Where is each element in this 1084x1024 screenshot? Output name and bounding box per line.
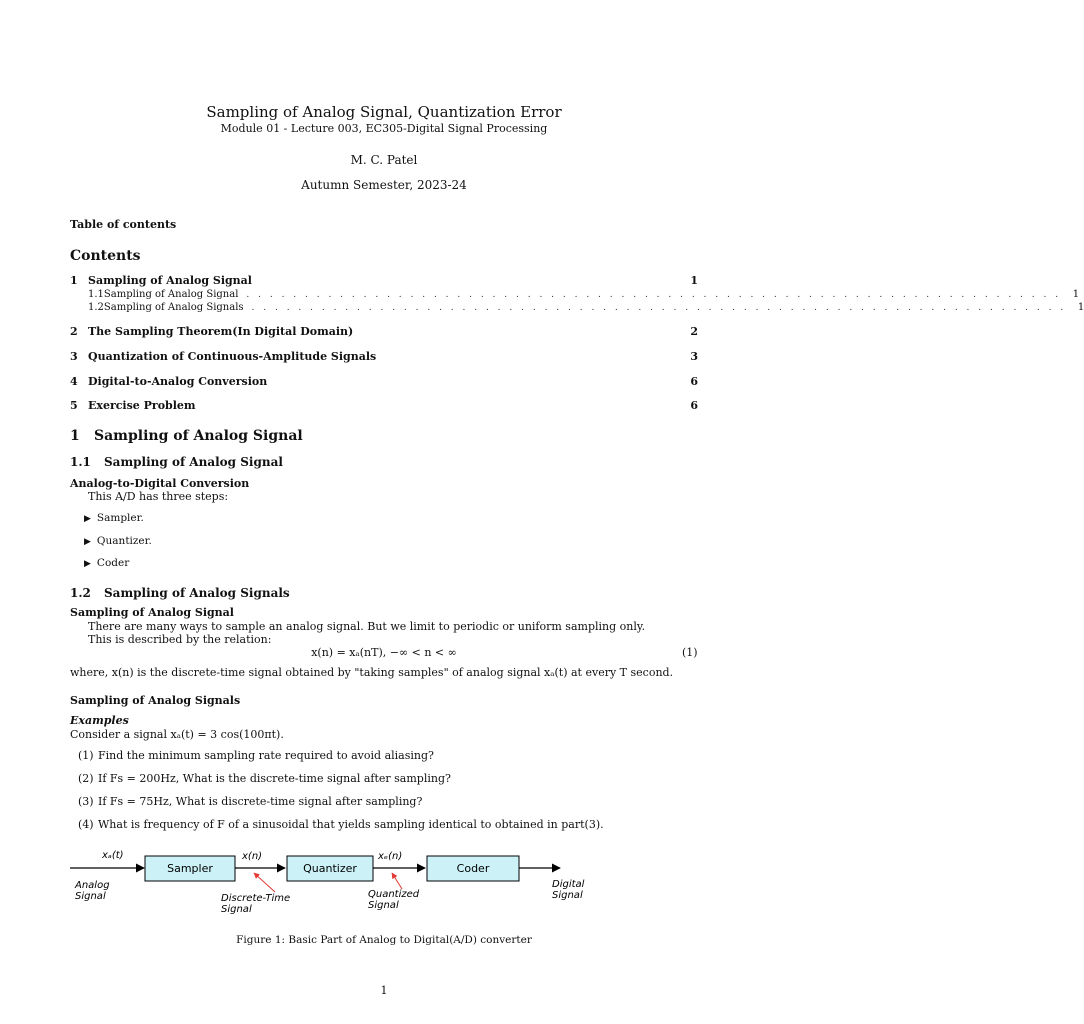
toc-entry-number: 1.1 bbox=[88, 289, 104, 300]
input-signal-label: xₐ(t) bbox=[102, 850, 124, 861]
sampling-line-2: This is described by the relation: bbox=[88, 633, 272, 646]
subsection-1-2-heading bbox=[70, 586, 290, 600]
toc-label: Table of contents bbox=[70, 218, 177, 231]
sampling-line-1: There are many ways to sample an analog signal. But we limit to periodic or uniform sampling only. bbox=[88, 620, 646, 633]
bullet-triangle-icon: ▶ bbox=[84, 514, 91, 524]
examples-label: Examples bbox=[70, 714, 129, 727]
subsection-number: 1.1 bbox=[70, 455, 91, 469]
xq-label: xₑ(n) bbox=[378, 851, 403, 862]
analog-signal-label-1: Analog bbox=[75, 880, 110, 891]
quantized-signal-label-1: Quantized bbox=[368, 889, 420, 900]
toc-entry-title: Exercise Problem bbox=[88, 399, 196, 412]
toc-entry-2[interactable] bbox=[70, 325, 698, 338]
toc-entry-title: Sampling of Analog Signal bbox=[103, 289, 239, 300]
toc-entry-title: Sampling of Analog Signal bbox=[88, 274, 252, 287]
toc-entry-title: Digital-to-Analog Conversion bbox=[88, 375, 268, 388]
digital-signal-label-1: Digital bbox=[552, 879, 585, 890]
toc-entry-title: Sampling of Analog Signals bbox=[103, 302, 244, 313]
author-name: M. C. Patel bbox=[350, 153, 418, 167]
paper-subtitle: Module 01 - Lecture 003, EC305-Digital Signal Processing bbox=[220, 122, 548, 135]
example-item-1: (1) Find the minimum sampling rate required to avoid aliasing? bbox=[78, 749, 434, 762]
contents-heading: Contents bbox=[70, 248, 141, 264]
quantized-signal-pointer bbox=[392, 873, 402, 889]
paper-title: Sampling of Analog Signal, Quantization Error bbox=[206, 103, 562, 121]
coder-label: Coder bbox=[456, 862, 490, 875]
example-item-2: (2) If Fs = 200Hz, What is the discrete-time signal after sampling? bbox=[78, 772, 451, 785]
block-title-sampling: Sampling of Analog Signal bbox=[70, 606, 234, 619]
toc-entry-page: 1 bbox=[1077, 302, 1084, 313]
dt-signal-label-2: Signal bbox=[221, 904, 252, 915]
subsection-title: Sampling of Analog Signals bbox=[104, 586, 290, 600]
bullet-item: ▶ Sampler. bbox=[84, 512, 144, 524]
equation-1: x(n) = xₐ(nT), −∞ < n < ∞ bbox=[311, 646, 457, 659]
bullet-item: ▶ Coder bbox=[84, 557, 130, 569]
toc-entry-page: 2 bbox=[690, 325, 698, 338]
toc-entry-1-1[interactable] bbox=[70, 289, 1080, 300]
toc-leader-dots: . . . . . . . . . . . . . . . . . . . . . . . . . . . . . . . . . . . . . . . . . . . . . . . . . . . . . . . . . . . . . . . . . . . . . . bbox=[251, 303, 1067, 313]
toc-entry-number: 1.2 bbox=[88, 302, 104, 313]
toc-entry-title: The Sampling Theorem(In Digital Domain) bbox=[88, 325, 354, 338]
sampler-label: Sampler bbox=[167, 862, 213, 875]
toc-entry-number: 5 bbox=[70, 399, 78, 412]
toc-entry-number: 3 bbox=[70, 350, 78, 363]
digital-signal-label-2: Signal bbox=[552, 890, 583, 901]
section-number: 1 bbox=[70, 428, 80, 444]
toc-entry-1[interactable] bbox=[70, 274, 698, 287]
equation-number: (1) bbox=[682, 646, 698, 659]
subsection-title: Sampling of Analog Signal bbox=[104, 455, 283, 469]
toc-entry-page: 6 bbox=[690, 375, 698, 388]
toc-entry-number: 4 bbox=[70, 375, 78, 388]
block-title-sampling-signals: Sampling of Analog Signals bbox=[70, 694, 241, 707]
bullet-triangle-icon: ▶ bbox=[84, 537, 91, 547]
xn-label: x(n) bbox=[242, 851, 263, 862]
toc-entry-number: 1 bbox=[70, 274, 78, 287]
dt-signal-pointer bbox=[254, 873, 275, 892]
example-item-4: (4) What is frequency of F of a sinusoidal that yields sampling identical to obtained in part(3). bbox=[78, 818, 604, 831]
subsection-1-1-heading bbox=[70, 455, 283, 469]
toc-entry-1-2[interactable] bbox=[70, 302, 1084, 313]
toc-entry-3[interactable] bbox=[70, 350, 698, 363]
section-1-heading bbox=[70, 428, 303, 444]
example-item-3: (3) If Fs = 75Hz, What is discrete-time signal after sampling? bbox=[78, 795, 423, 808]
consider-line: Consider a signal xₐ(t) = 3 cos(100πt). bbox=[70, 728, 284, 741]
toc-entry-number: 2 bbox=[70, 325, 78, 338]
date-line: Autumn Semester, 2023-24 bbox=[301, 178, 467, 192]
toc-entry-title: Quantization of Continuous-Amplitude Signals bbox=[88, 350, 377, 363]
analog-signal-label-2: Signal bbox=[75, 891, 106, 902]
adc-block-diagram bbox=[70, 842, 630, 927]
quantized-signal-label-2: Signal bbox=[368, 900, 399, 911]
toc-leader-dots: . . . . . . . . . . . . . . . . . . . . . . . . . . . . . . . . . . . . . . . . . . . . . . . . . . . . . . . . . . . . . . . . . . . . . . bbox=[246, 290, 1062, 300]
toc-entry-5[interactable] bbox=[70, 399, 698, 412]
page-number: 1 bbox=[380, 984, 388, 997]
figure-caption: Figure 1: Basic Part of Analog to Digital(A/D) converter bbox=[236, 934, 532, 946]
quantizer-label: Quantizer bbox=[303, 862, 357, 875]
block-title-adc: Analog-to-Digital Conversion bbox=[70, 477, 250, 490]
bullet-item: ▶ Quantizer. bbox=[84, 535, 152, 547]
toc-entry-page: 1 bbox=[1072, 289, 1080, 300]
dt-signal-label-1: Discrete-Time bbox=[221, 893, 291, 904]
toc-entry-page: 6 bbox=[690, 399, 698, 412]
section-title: Sampling of Analog Signal bbox=[94, 428, 303, 444]
adc-intro: This A/D has three steps: bbox=[88, 490, 229, 503]
toc-entry-4[interactable] bbox=[70, 375, 698, 388]
where-line: where, x(n) is the discrete-time signal obtained by "taking samples" of analog signal xₐ(t) at every T second. bbox=[70, 666, 674, 679]
subsection-number: 1.2 bbox=[70, 586, 91, 600]
toc-entry-page: 3 bbox=[690, 350, 698, 363]
toc-entry-page: 1 bbox=[690, 274, 698, 287]
bullet-triangle-icon: ▶ bbox=[84, 559, 91, 569]
